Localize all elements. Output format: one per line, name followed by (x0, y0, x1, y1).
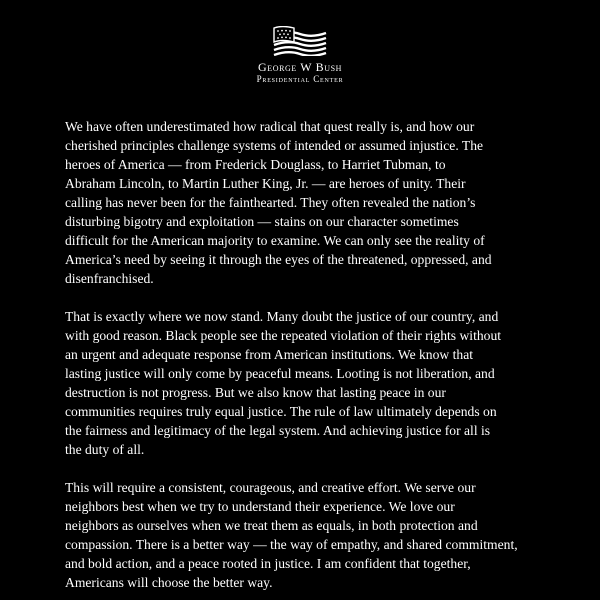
american-flag-icon (272, 26, 328, 56)
logo-title: George W Bush (257, 60, 343, 74)
text-line: an urgent and adequate response from American institutions. We know that (65, 347, 474, 362)
text-line: Americans will choose the better way. (65, 575, 273, 590)
statement-body (65, 117, 557, 600)
paragraph-2 (65, 307, 557, 459)
text-line: and bold action, and a peace rooted in justice. I am confident that together, (65, 556, 471, 571)
text-line: difficult for the American majority to examine. We can only see the reality of (65, 233, 485, 248)
text-line: neighbors as ourselves when we treat them as equals, in both protection and (65, 518, 478, 533)
text-line: disturbing bigotry and exploitation — stains on our character sometimes (65, 214, 459, 229)
text-line: heroes of America — from Frederick Douglass, to Harriet Tubman, to (65, 157, 446, 172)
text-line: the duty of all. (65, 442, 145, 457)
text-line: That is exactly where we now stand. Many doubt the justice of our country, and (65, 309, 499, 324)
text-line: disenfranchised. (65, 271, 154, 286)
logo-subtitle: Presidential Center (256, 74, 344, 84)
paragraph-3 (65, 478, 557, 592)
text-line: compassion. There is a better way — the way of empathy, and shared commitment, (65, 537, 518, 552)
text-line: destruction is not progress. But we also know that lasting peace in our (65, 385, 446, 400)
text-line: Abraham Lincoln, to Martin Luther King, Jr. — are heroes of unity. Their (65, 176, 466, 191)
text-line: We have often underestimated how radical that quest really is, and how our (65, 119, 475, 134)
text-line: the fairness and legitimacy of the legal system. And achieving justice for all is (65, 423, 491, 438)
text-line: calling has never been for the fainthearted. They often revealed the nation’s (65, 195, 476, 210)
text-line: communities requires truly equal justice. The rule of law ultimately depends on (65, 404, 497, 419)
text-line: with good reason. Black people see the repeated violation of their rights without (65, 328, 502, 343)
text-line: America’s need by seeing it through the eyes of the threatened, oppressed, and (65, 252, 492, 267)
text-line: cherished principles challenge systems of intended or assumed injustice. The (65, 138, 484, 153)
text-line: neighbors best when we try to understand their experience. We love our (65, 499, 455, 514)
text-line: lasting justice will only come by peaceful means. Looting is not liberation, and (65, 366, 495, 381)
presidential-center-logo (0, 26, 600, 85)
text-line: This will require a consistent, courageous, and creative effort. We serve our (65, 480, 476, 495)
paragraph-1 (65, 117, 557, 288)
